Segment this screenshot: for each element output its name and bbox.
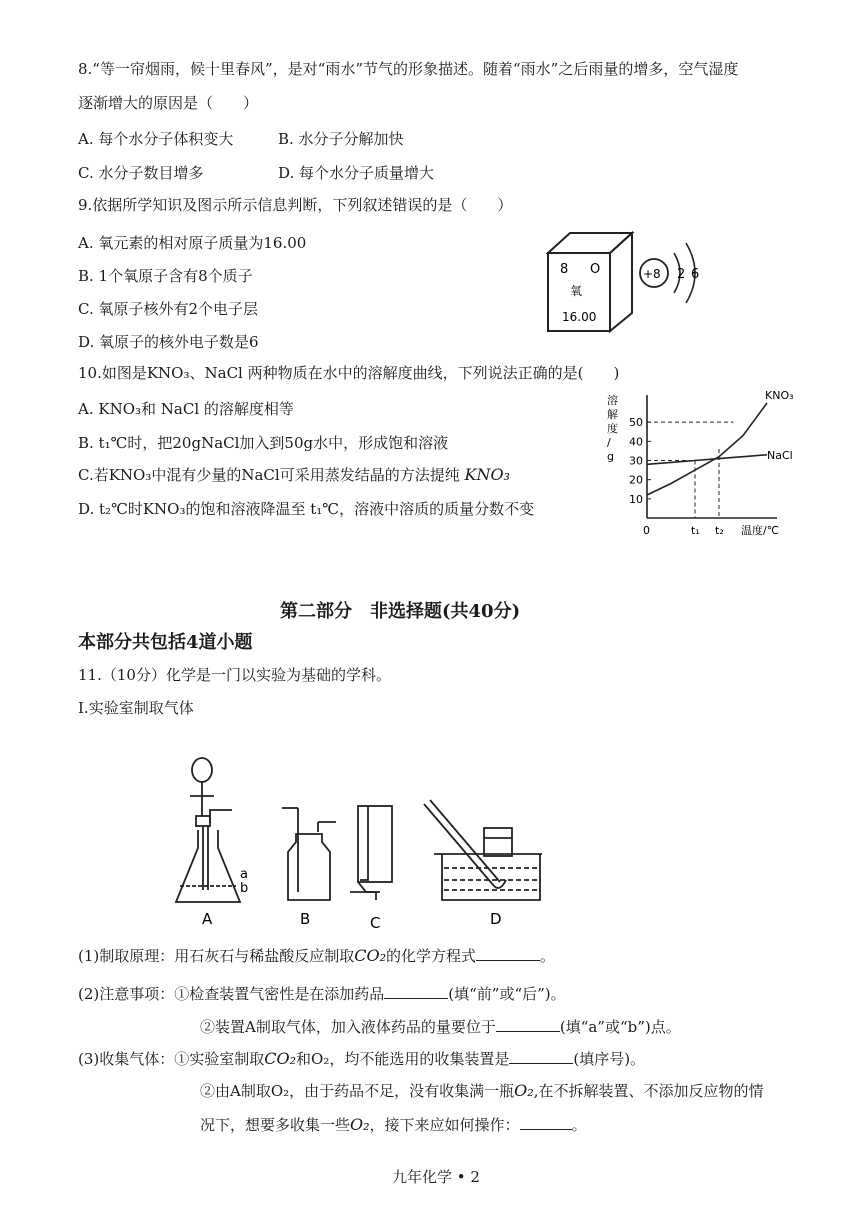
answer-blank-3[interactable] [496, 1017, 560, 1032]
y-tick-label: 50 [629, 416, 643, 430]
label-apparatus-c: C [370, 914, 381, 932]
y-axis-label-char: g [607, 450, 614, 463]
q11-line1: (1)制取原理：用石灰石与稀盐酸反应制取CO₂的化学方程式 。 [78, 946, 556, 965]
q8-stem-line2: 逐渐增大的原因是（ ） [78, 94, 259, 112]
x-tick-label: t₁ [691, 524, 700, 537]
shell-1-count: 2 [677, 267, 686, 282]
y-axis-label-char: 溶 [607, 394, 618, 407]
apparatus-c [350, 806, 392, 900]
x-axis-label: 温度/℃ [741, 524, 780, 537]
atomic-mass: 16.00 [562, 310, 597, 324]
q10-option-a: A. KNO₃和 NaCl 的溶解度相等 [78, 400, 294, 418]
page-footer: 九年化学 • 2 [392, 1168, 480, 1186]
oxygen-element-figure [540, 225, 710, 335]
q11-line2: (2)注意事项：①检查装置气密性是在添加药品 (填“前”或“后”)。 [78, 985, 566, 1003]
q11-line6: 况下，想要多收集一些O₂，接下来应如何操作： 。 [200, 1115, 587, 1134]
q8-option-a: A. 每个水分子体积变大 [78, 130, 234, 148]
nucleus-charge: +8 [643, 267, 661, 281]
apparatus-b [282, 808, 336, 900]
answer-blank-4[interactable] [509, 1049, 573, 1064]
q11-line3: ②装置A制取气体，加入液体药品的量要位于 (填“a”或“b”)点。 [200, 1018, 681, 1036]
q11-line5: ②由A制取O₂，由于药品不足，没有收集满一瓶O₂,在不拆解装置、不添加反应物的情 [200, 1081, 764, 1100]
q9-option-d: D. 氧原子的核外电子数是6 [78, 333, 259, 351]
y-tick-label: 30 [629, 454, 643, 468]
option-c-formula: KNO₃ [464, 465, 510, 484]
q9-option-a: A. 氧元素的相对原子质量为16.00 [78, 234, 307, 252]
element-symbol: O [590, 262, 601, 277]
q11-line4: (3)收集气体：①实验室制取CO₂和O₂，均不能选用的收集装置是 (填序号)。 [78, 1049, 646, 1068]
part2-title: 第二部分 非选择题(共40分) [280, 601, 521, 622]
apparatus-d [424, 800, 542, 900]
y-tick-label: 40 [629, 435, 643, 449]
atomic-number: 8 [560, 262, 569, 277]
q9-option-b: B. 1个氧原子含有8个质子 [78, 267, 253, 285]
x-tick-label: t₂ [715, 524, 724, 537]
label-apparatus-d: D [490, 910, 502, 928]
q8-stem-line1: 8.“等一帘烟雨，候十里春风”，是对“雨水”节气的形象描述。随着“雨水”之后雨量的增多，空气湿度 [78, 60, 739, 78]
q9-stem: 9.依据所学知识及图示所示信息判断，下列叙述错误的是（ ） [78, 196, 513, 214]
apparatus-a [176, 758, 240, 902]
label-point-a: a [240, 867, 248, 882]
q10-option-b: B. t₁℃时，把20gNaCl加入到50g水中，形成饱和溶液 [78, 434, 449, 452]
shell-2-count: 6 [691, 267, 700, 282]
y-axis-label-char: 度 [607, 422, 618, 435]
label-point-b: b [240, 881, 249, 896]
q10-option-c: C.若KNO₃中混有少量的NaCl可采用蒸发结晶的方法提纯 KNO₃ [78, 465, 510, 484]
q10-stem: 10.如图是KNO₃、NaCl 两种物质在水中的溶解度曲线，下列说法正确的是( ) [78, 364, 620, 382]
q11-stem: 11.（10分）化学是一门以实验为基础的学科。 [78, 666, 391, 684]
q11-section: Ⅰ.实验室制取气体 [78, 699, 194, 717]
solubility-chart [605, 388, 794, 548]
label-apparatus-b: B [300, 910, 311, 928]
q9-option-c: C. 氧原子核外有2个电子层 [78, 300, 259, 318]
origin-label: 0 [643, 524, 650, 537]
q10-option-d: D. t₂℃时KNO₃的饱和溶液降温至 t₁℃，溶液中溶质的质量分数不变 [78, 500, 535, 518]
series-label: KNO₃ [765, 389, 794, 402]
q8-option-b: B. 水分子分解加快 [278, 130, 404, 148]
y-axis-label-char: 解 [607, 408, 618, 421]
series-line-kno3 [647, 403, 767, 495]
q8-option-d: D. 每个水分子质量增大 [278, 164, 435, 182]
q8-option-c: C. 水分子数目增多 [78, 164, 204, 182]
answer-blank-1[interactable] [476, 946, 540, 961]
y-axis-label-char: / [607, 436, 611, 449]
element-name: 氧 [570, 284, 583, 298]
answer-blank-2[interactable] [384, 984, 448, 999]
y-tick-label: 20 [629, 473, 643, 487]
part2-subtitle: 本部分共包括4道小题 [78, 632, 253, 653]
label-apparatus-a: A [202, 910, 213, 928]
apparatus-figure [170, 752, 550, 932]
series-label: NaCl [767, 448, 793, 462]
y-tick-label: 10 [629, 492, 643, 506]
answer-blank-5[interactable] [520, 1115, 572, 1130]
